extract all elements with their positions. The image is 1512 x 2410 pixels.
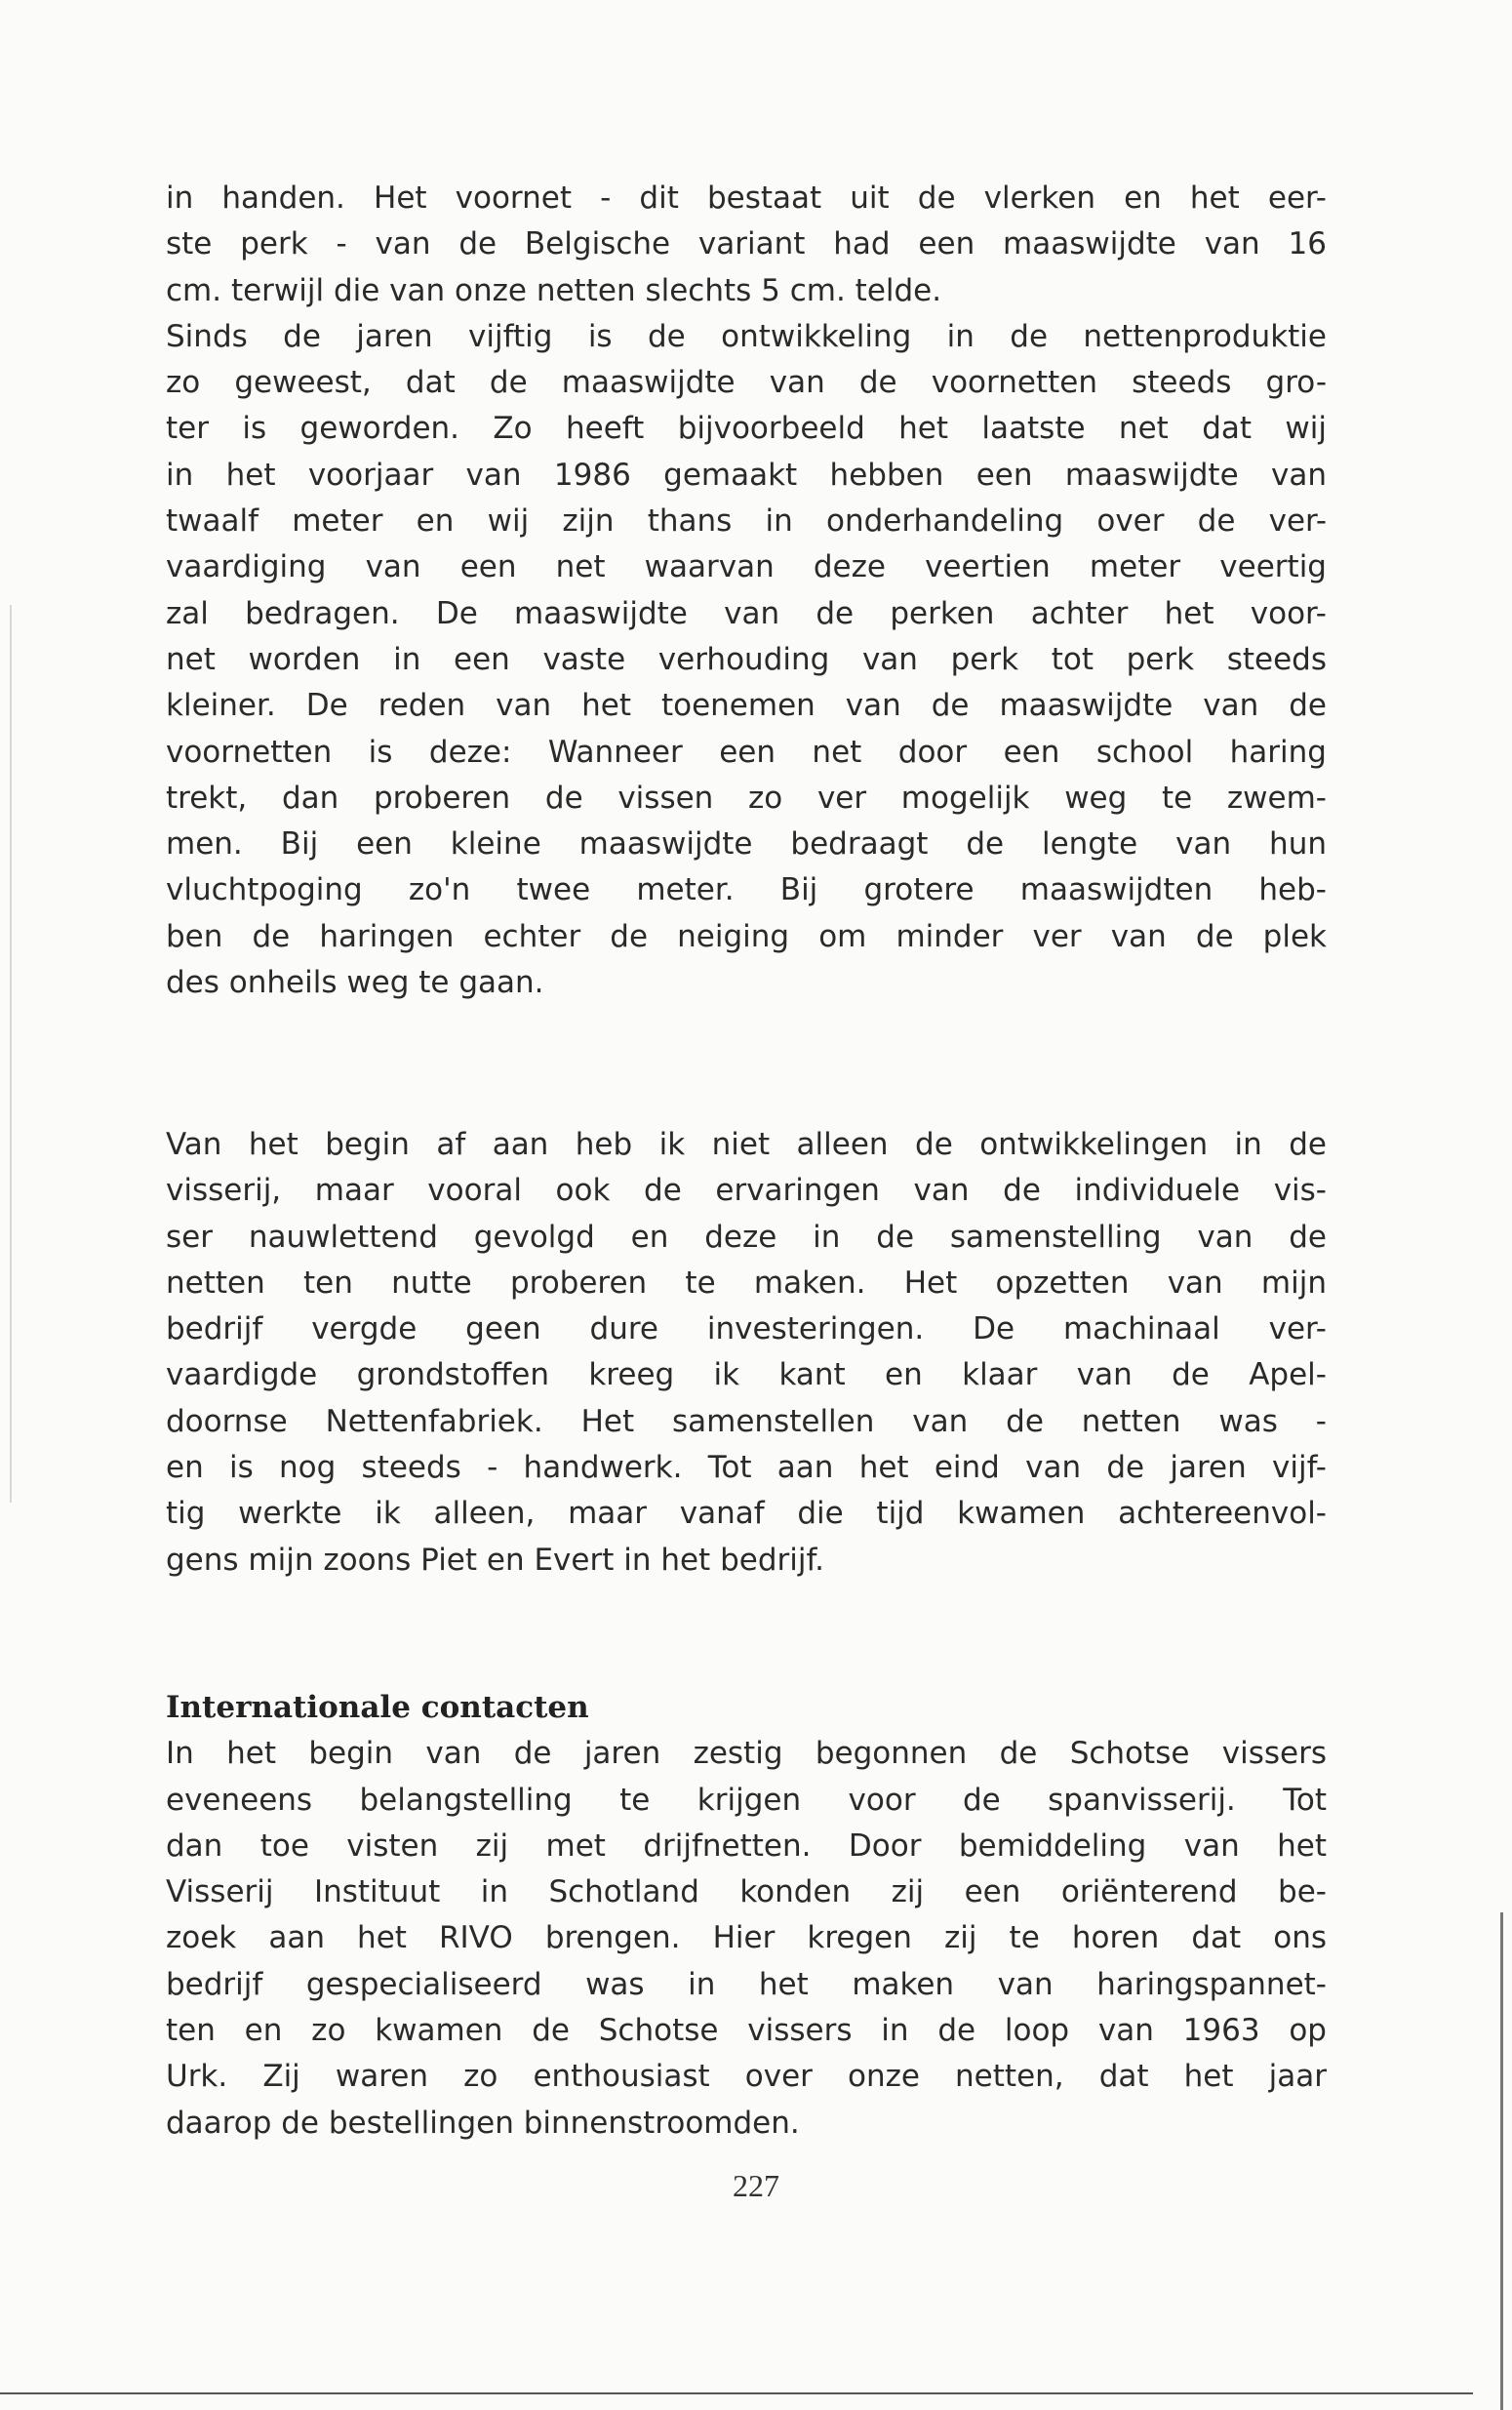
- paragraph-2: [166, 1122, 1327, 1584]
- text-line: men. Bij een kleine maaswijdte bedraagt de lengte van hun: [166, 826, 1327, 863]
- page-number: 227: [733, 2168, 779, 2203]
- text-line: twaalf meter en wij zijn thans in onderhandeling over de ver-: [166, 503, 1327, 540]
- text-line: des onheils weg te gaan.: [166, 965, 544, 1001]
- text-line: net worden in een vaste verhouding van perk tot perk steeds: [166, 641, 1327, 677]
- text-line: voornetten is deze: Wanneer een net door een school haring: [166, 734, 1327, 770]
- text-line: bedrijf gespecialiseerd was in het maken van haringspannet-: [166, 1966, 1327, 2002]
- text-line: cm. terwijl die van onze netten slechts 5 cm. telde.: [166, 272, 942, 308]
- text-line: ste perk - van de Belgische variant had een maaswijdte van 16: [166, 226, 1327, 262]
- text-line: en is nog steeds - handwerk. Tot aan het eind van de jaren vijf-: [166, 1450, 1327, 1486]
- scan-edge-line: [1500, 1912, 1503, 2410]
- text-line: daarop de bestellingen binnenstroomden.: [166, 2105, 800, 2141]
- text-line: vluchtpoging zo'n twee meter. Bij grotere maaswijdten heb-: [166, 872, 1327, 908]
- text-line: vaardiging van een net waarvan deze veertien meter veertig: [166, 549, 1327, 585]
- paragraph-1: [166, 176, 1327, 1006]
- text-line: visserij, maar vooral ook de ervaringen van de individuele vis-: [166, 1173, 1327, 1209]
- text-line: dan toe visten zij met drijfnetten. Door bemiddeling van het: [166, 1828, 1327, 1864]
- text-line: ser nauwlettend gevolgd en deze in de samenstelling van de: [166, 1219, 1327, 1255]
- text-line: eveneens belangstelling te krijgen voor de spanvisserij. Tot: [166, 1782, 1327, 1818]
- text-line: zoek aan het RIVO brengen. Hier kregen zij te horen dat ons: [166, 1920, 1327, 1956]
- text-line: Visserij Instituut in Schotland konden zij een oriënterend be-: [166, 1874, 1327, 1910]
- text-line: kleiner. De reden van het toenemen van de maaswijdte van de: [166, 688, 1327, 724]
- text-line: trekt, dan proberen de vissen zo ver mogelijk weg te zwem-: [166, 780, 1327, 816]
- text-line: gens mijn zoons Piet en Evert in het bedrijf.: [166, 1542, 824, 1578]
- scan-bottom-rule: [0, 2392, 1473, 2394]
- text-line: in het voorjaar van 1986 gemaakt hebben een maaswijdte van: [166, 457, 1327, 493]
- text-line: Sinds de jaren vijftig is de ontwikkeling in de nettenproduktie: [166, 318, 1327, 354]
- text-line: zal bedragen. De maaswijdte van de perken achter het voor-: [166, 595, 1327, 631]
- text-line: ter is geworden. Zo heeft bijvoorbeeld het laatste net dat wij: [166, 411, 1327, 447]
- text-line: zo geweest, dat de maaswijdte van de voornetten steeds gro-: [166, 365, 1327, 401]
- section-international: [166, 1685, 1327, 2147]
- text-line: Van het begin af aan heb ik niet alleen de ontwikkelingen in de: [166, 1127, 1327, 1162]
- text-line: vaardigde grondstoffen kreeg ik kant en klaar van de Apel-: [166, 1357, 1327, 1393]
- text-line: In het begin van de jaren zestig begonnen de Schotse vissers: [166, 1736, 1327, 1772]
- scan-margin-line: [10, 605, 12, 1503]
- text-line: bedrijf vergde geen dure investeringen. De machinaal ver-: [166, 1311, 1327, 1347]
- text-line: ten en zo kwamen de Schotse vissers in de loop van 1963 op: [166, 2013, 1327, 2049]
- text-line: Urk. Zij waren zo enthousiast over onze netten, dat het jaar: [166, 2059, 1327, 2095]
- text-line: ben de haringen echter de neiging om minder ver van de plek: [166, 918, 1327, 954]
- text-line: doornse Nettenfabriek. Het samenstellen van de netten was -: [166, 1403, 1327, 1439]
- text-line: tig werkte ik alleen, maar vanaf die tijd kwamen achtereenvol-: [166, 1496, 1327, 1532]
- text-line: netten ten nutte proberen te maken. Het opzetten van mijn: [166, 1265, 1327, 1301]
- text-line: in handen. Het voornet - dit bestaat uit de vlerken en het eer-: [166, 181, 1327, 216]
- section-heading: Internationale contacten: [166, 1690, 589, 1725]
